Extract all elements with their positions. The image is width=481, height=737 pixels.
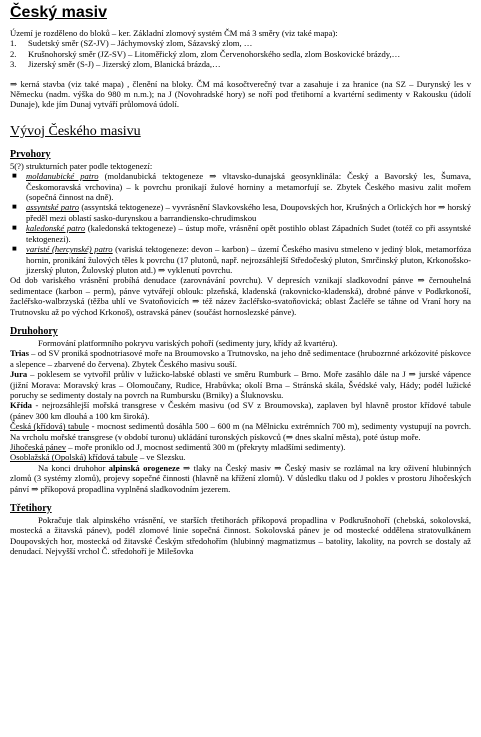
list-item [10, 49, 471, 59]
list-item [10, 244, 471, 275]
term: moldanubické patro [26, 171, 99, 182]
fault-direction-list [10, 38, 471, 69]
tectonic-level-list [10, 171, 471, 275]
heading-tretihory: Třetihory [10, 503, 52, 515]
intro-text: Území je rozděleno do bloků – ker. Základní zlomový systém ČM má 3 směry (viz také mapa): [10, 28, 338, 38]
bullet-icon: ■ [12, 202, 17, 212]
label-jihoceska-panev: Jihočeská pánev [10, 442, 67, 452]
list-text: Krušnohorský směr (JZ-SV) – Litoměřický zlom, zlom Červenohorského sedla, zlom Boskovické brázdy,… [28, 48, 401, 59]
paragraph-trias [10, 348, 471, 369]
heading-druhohory: Druhohory [10, 325, 58, 337]
list-number: 1. [10, 38, 17, 49]
list-item [10, 59, 471, 69]
list-text: (kaledonská tektogeneze) – ústup moře, vrásnění opět postihlo oblast Západních Sudet (totéž co při assyntské tektogenezi). [26, 223, 471, 244]
druhohory-intro: Formování platformního pokryvu variských pohoří (sedimenty jury, křídy až kvartéru). [38, 337, 338, 348]
text-end-a: Na konci druhohor [38, 462, 109, 473]
list-item [10, 171, 471, 202]
list-number: 2. [10, 48, 17, 59]
bullet-icon: ■ [12, 223, 17, 233]
label-alpinska-orogeneze: alpinská orogeneze [108, 462, 180, 473]
list-item [10, 223, 471, 244]
label-ceska-tabule: Česká (křídová) tabule [10, 421, 90, 432]
text-trias: – od SV proniká spodnotriasové moře na Broumovsko a Trutnovsko, na jeho dně sedimentace (hrubozrnné arkózovité pískovce a slepence – zbarvené do červena). Zbytek Českého masivu souší. [10, 348, 471, 369]
paragraph-jura [10, 369, 471, 400]
paragraph-osoblazska-tabule [10, 452, 471, 462]
term: kaledonské patro [26, 223, 86, 234]
term: assyntské patro [26, 202, 80, 213]
list-text: (variská tektogeneze: devon – karbon) – území Českého masivu stmeleno v jediný blok, metamorfóza hornin, pronikání žulových těles k povrchu (17 plutonů, např. nejrozsáhlejší Středočeský pluton, Smrčinský pluton, Krkonošsko-jizerský pluton, Žulovský pluton atd.) ⇒ vyklenutí povrchu. [26, 244, 472, 275]
prvohory-after: Od dob variského vrásnění probíhá denudace (zarovnávání povrchu). V depresích vznikají sladkovodní pánve ⇒ černouhelná sedimentace (karbon – perm), pánve vytvářejí oblouk: plzeňská, kladenská (rakovnicko-kladenská), drobné pánve v Podkrkonoší, žacléřsko-walbrzyská (těžba uhlí ve Svatoňovicích ⇒ též název žacléřsko-svatoňovická; oblast Žacléře se táhne od Vraní hory na Trutnovsku až po východ Krkonoš), ostravská pánev (součást hornoslezské pánve). [10, 275, 471, 317]
paragraph-alpinska-orogeneze [10, 463, 471, 494]
list-item [10, 38, 471, 48]
section-title: Vývoj Českého masivu [10, 123, 141, 139]
list-text: (moldanubická tektogeneze ⇒ vltavsko-dunajská geosynklinála: Český a Bavorský les, Šumava, Českomoravská vrchovina) – k povrchu pronikají žulové horniny a metamorfují se. Zbytek Českého masivu zalit mořem (sopečná činnost na dně). [26, 171, 471, 203]
paragraph-krida [10, 400, 471, 421]
list-text: Sudetský směr (SZ-JV) – Jáchymovský zlom, Sázavský zlom, … [28, 38, 253, 49]
tretihory-text: Pokračuje tlak alpinského vrásnění, ve starších třetihorách příkopová propadlina v Podkrušnohoří (chebská, sokolovská, mostecká a žitavská pánev), podél zlomové linie sopečná činnost. Sokolovská pánev je od mostecké oddělena stratovulkánem Doupovských hor, mostecká od žitavské Českým středohořím (hlubinný magmatizmus – batolity, lakolity, na povrch se dostaly až denudací. Nejvyšší vrchol Č. středohoří je Milešovka [10, 515, 471, 557]
text-ceska-tabule: - mocnost sedimentů dosáhla 500 – 600 m (na Mělnicku extrémních 700 m), sedimenty vystupují na povrch. Na vrcholu mořské transgrese (v období turonu) ukládání turonských pískovců (⇒ dnes skalní města), poté ústup moře. [10, 421, 471, 442]
paragraph-jihoceska-panev [10, 442, 471, 452]
text-end-c: ⇒ tlaky na Český masiv ⇒ Český masiv se rozlámal na kry oživení hlubinných zlomů (3 systémy zlomů), projevy sopečné činnosti (hlavně na křížení zlomů). V důsledku tlaku od J pokles v prostoru Jihočeských pánví ⇒ příkopová propadlina vyplněná sladkovodním jezerem. [10, 462, 472, 494]
list-text: (assyntská tektogeneze) – vyvrásnění Slavkovského lesa, Doupovských hor, Krušných a Orlických hor ⇒ horský předěl mezi oblastí sasko-durynskou a barrandiensko-chrudimskou [26, 202, 471, 223]
label-trias: Trias [10, 348, 29, 359]
heading-prvohory: Prvohory [10, 148, 51, 160]
text-jura: – poklesem se vytvořil průliv v lužicko-labské oblasti ve směru Rumburk – Brno. Moře zasáhlo dále na J ⇒ jurské vápence (jižní Morava: Moravský kras – Olomoučany, Rudice, Hrabůvka; okolí Brna – Stránská skála, Švédské valy, Hády; podél lužické poruchy se sedimenty dostaly na povrch na Rumbursku (Brniky) a Šluknovsku. [10, 369, 471, 400]
text-krida: - nejrozsáhlejší mořská transgrese v Českém masivu (od SV z Broumovska), zaplaven byl hlavně prostor křídové tabule (pánev 300 km dlouhá a 100 km široká). [10, 400, 471, 421]
intro-note: ⇒ kerná stavba (viz také mapa) , členění na bloky. ČM má kosočtverečný tvar a zasahuje i za hranice (na SZ – Durynský les v Německu (nadm. výška do 980 m n.m.); na J (Novohradské hory) se noří pod třetihorní a kvartérní sedimenty v Rakousku (údolí Dunaje), kde jím Dunaj vytváří průlomová údolí. [10, 78, 471, 110]
text-osoblazska-tabule: – ve Slezsku. [137, 452, 186, 463]
label-krida: Křída [10, 400, 32, 411]
bullet-icon: ■ [12, 171, 17, 181]
bullet-icon: ■ [12, 244, 17, 254]
paragraph-ceska-tabule [10, 421, 471, 442]
document-title: Český masiv [10, 4, 107, 21]
prvohory-lead: 5(?) strukturních pater podle tektogenezí: [10, 160, 153, 171]
label-osoblazska-tabule: Osoblažská (Opolská) křídová tabule [10, 452, 138, 463]
list-item [10, 202, 471, 223]
text-jihoceska-panev: – moře proniklo od J, mocnost sedimentů 300 m (překryty mladšími sedimenty). [66, 442, 346, 452]
list-text: Jizerský směr (S-J) – Jizerský zlom, Blanická brázda,… [28, 59, 221, 70]
list-number: 3. [10, 59, 17, 70]
term: varisté (hercynské) patro [26, 244, 113, 255]
label-jura: Jura [10, 369, 28, 380]
